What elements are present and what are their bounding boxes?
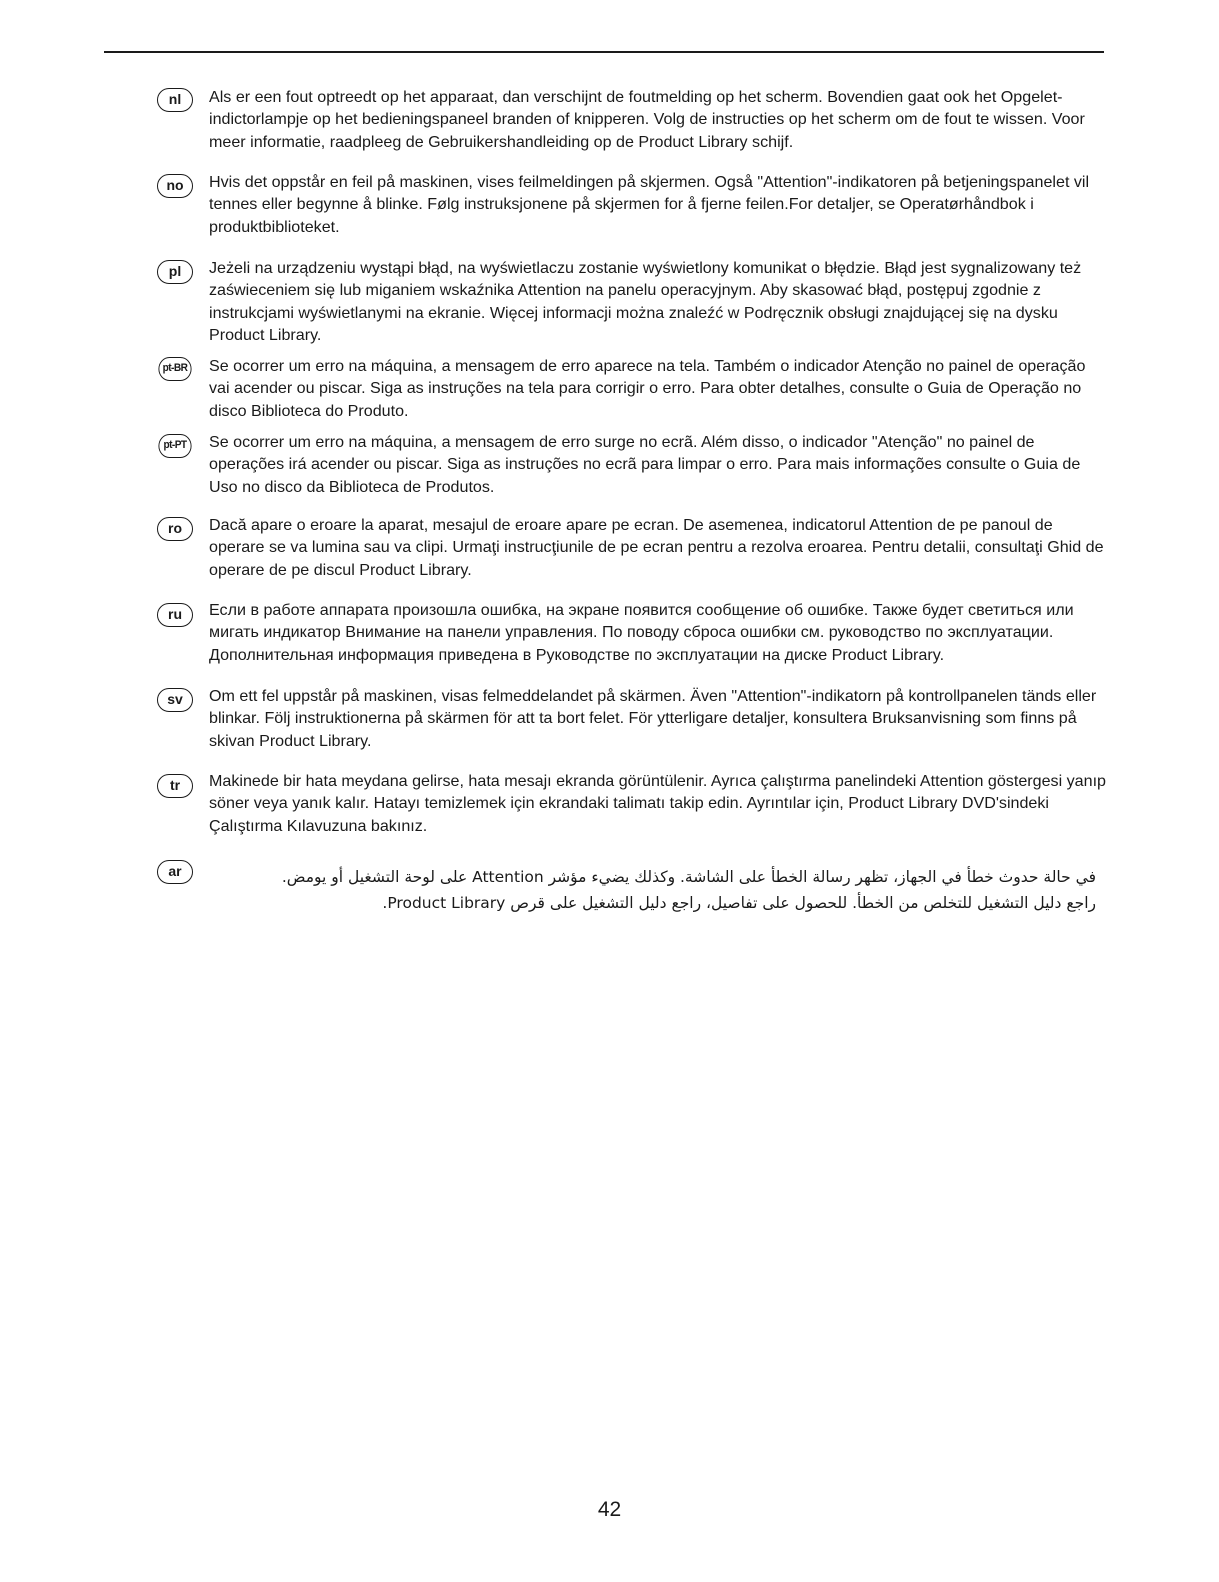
language-badge-pt-pt: pt-PT: [158, 434, 191, 458]
language-badge-pl: pl: [157, 260, 193, 284]
entry-text-sv: Om ett fel uppstår på maskinen, visas felmeddelandet på skärmen. Även "Attention"-indikatorn på kontrollpanelen tänds eller blinkar. Följ instruktionerna på skärmen för att ta bort felet. För ytterligare detaljer, konsultera Bruksanvisning som finns på skivan Product Library.: [209, 687, 1097, 750]
entry-text-pt-pt: Se ocorrer um erro na máquina, a mensagem de erro surge no ecrã. Além disso, o indicador "Atenção" no painel de operações irá acender ou piscar. Siga as instruções no ecrã para limpar o erro. Para mais informações consulte o Guia de Uso no disco da Biblioteca de Produtos.: [209, 433, 1081, 496]
language-badge-ar: ar: [157, 860, 193, 884]
language-badge-no: no: [157, 174, 193, 198]
entry-text-nl: Als er een fout optreedt op het apparaat, dan verschijnt de foutmelding op het scherm. Bovendien gaat ook het Opgelet-indictorlampje op het bedieningspaneel branden of knipperen. Volg de instructies op het scherm om de fout te wissen. Voor meer informatie, raadpleeg de Gebruikershandleiding op de Product Library schijf.: [209, 88, 1085, 151]
language-badge-tr: tr: [157, 774, 193, 798]
entry-text-pl: Jeżeli na urządzeniu wystąpi błąd, na wyświetlaczu zostanie wyświetlony komunikat o błędzie. Błąd jest sygnalizowany też zaświeceniem się lub miganiem wskaźnika Attention na panelu operacyjnym. Aby skasować błąd, postępuj zgodnie z instrukcjami wyświetlanymi na ekranie. Więcej informacji można znaleźć w Podręcznik obsługi znajdującej się na dysku Product Library.: [209, 259, 1082, 344]
language-badge-pt-br: pt-BR: [158, 357, 191, 381]
entry-text-no: Hvis det oppstår en feil på maskinen, vises feilmeldingen på skjermen. Også "Attention"-indikatoren på betjeningspanelet vil tennes eller begynne å blinke. Følg instruksjonene på skjermen for å fjerne feilen.For detaljer, se Operatørhåndbok i produktbiblioteket.: [209, 173, 1090, 236]
language-badge-sv: sv: [157, 688, 193, 712]
language-badge-nl: nl: [157, 88, 193, 112]
entry-text-ro: Dacă apare o eroare la aparat, mesajul de eroare apare pe ecran. De asemenea, indicatorul Attention de pe panoul de operare se va lumina sau va clipi. Urmaţi instrucţiunile de pe ecran pentru a rezolva eroarea. Pentru detalii, consultaţi Ghid de operare de pe discul Product Library.: [209, 516, 1104, 579]
entry-text-pt-br: Se ocorrer um erro na máquina, a mensagem de erro aparece na tela. Também o indicador Atenção no painel de operação vai acender ou piscar. Siga as instruções na tela para corrigir o erro. Para obter detalhes, consulte o Guia de Operação no disco Biblioteca do Produto.: [209, 357, 1086, 420]
entry-text-tr: Makinede bir hata meydana gelirse, hata mesajı ekranda görüntülenir. Ayrıca çalıştırma panelindeki Attention göstergesi yanıp söner veya yanık kalır. Hatayı temizlemek için ekrandaki talimatı takip edin. Ayrıntılar için, Product Library DVD'sindeki Çalıştırma Kılavuzuna bakınız.: [209, 772, 1107, 835]
top-rule: [104, 51, 1104, 53]
language-badge-ru: ru: [157, 603, 193, 627]
entry-text-ru: Если в работе аппарата произошла ошибка, на экране появится сообщение об ошибке. Также будет светиться или мигать индикатор Внимание на панели управления. По поводу сброса ошибки см. руководство по эксплуатации. Дополнительная информация приведена в Руководстве по эксплуатации на диске Product Library.: [209, 601, 1074, 664]
language-badge-ro: ro: [157, 517, 193, 541]
page-number: 42: [597, 1498, 622, 1521]
entry-text-ar: في حالة حدوث خطأ في الجهاز، تظهر رسالة الخطأ على الشاشة. وكذلك يضيء مؤشر Attention على لوحة التشغيل أو يومض. راجع دليل التشغيل للتخلص من الخطأ. للحصول على تفاصيل، راجع دليل التشغيل على قرص Product Library.: [281, 868, 1096, 912]
